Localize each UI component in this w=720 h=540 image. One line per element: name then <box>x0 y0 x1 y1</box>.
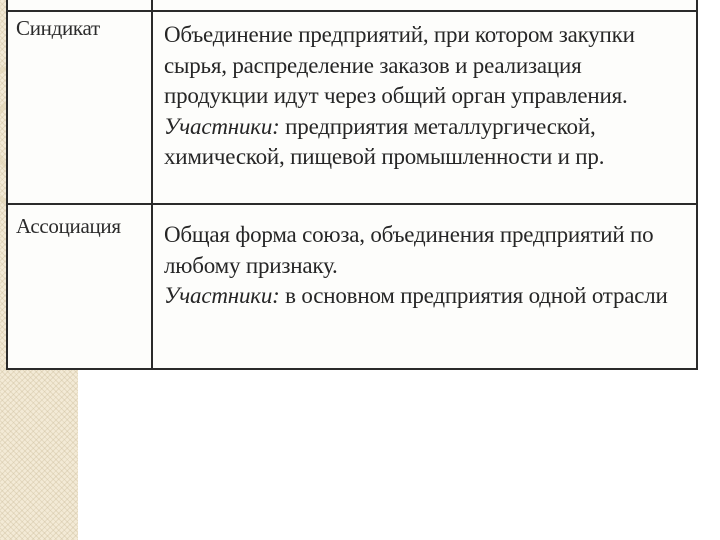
participants-line <box>164 281 684 312</box>
participants-label: Участники: <box>164 283 280 308</box>
term-cell-association: Ассоциация <box>16 214 121 238</box>
participants-text: предприятия металлургической, химической, пищевой промышленности и пр. <box>164 113 605 169</box>
table-top-border <box>8 10 696 12</box>
term-cell-syndicate: Синдикат <box>16 16 100 40</box>
definition-cell-association <box>164 220 684 312</box>
row-divider <box>8 203 696 205</box>
definition-cell-syndicate <box>164 20 684 173</box>
participants-line <box>164 112 684 173</box>
definitions-table <box>6 0 698 370</box>
definition-text: Общая форма союза, объединения предприятий по любому признаку. <box>164 222 654 278</box>
participants-text: в основном предприятия одной отрасли <box>285 283 668 308</box>
column-divider <box>151 0 153 368</box>
definition-text: Объединение предприятий, при котором закупки сырья, распределение заказов и реализация продукции идут через общий орган управления. <box>164 22 635 108</box>
participants-label: Участники: <box>164 113 280 139</box>
